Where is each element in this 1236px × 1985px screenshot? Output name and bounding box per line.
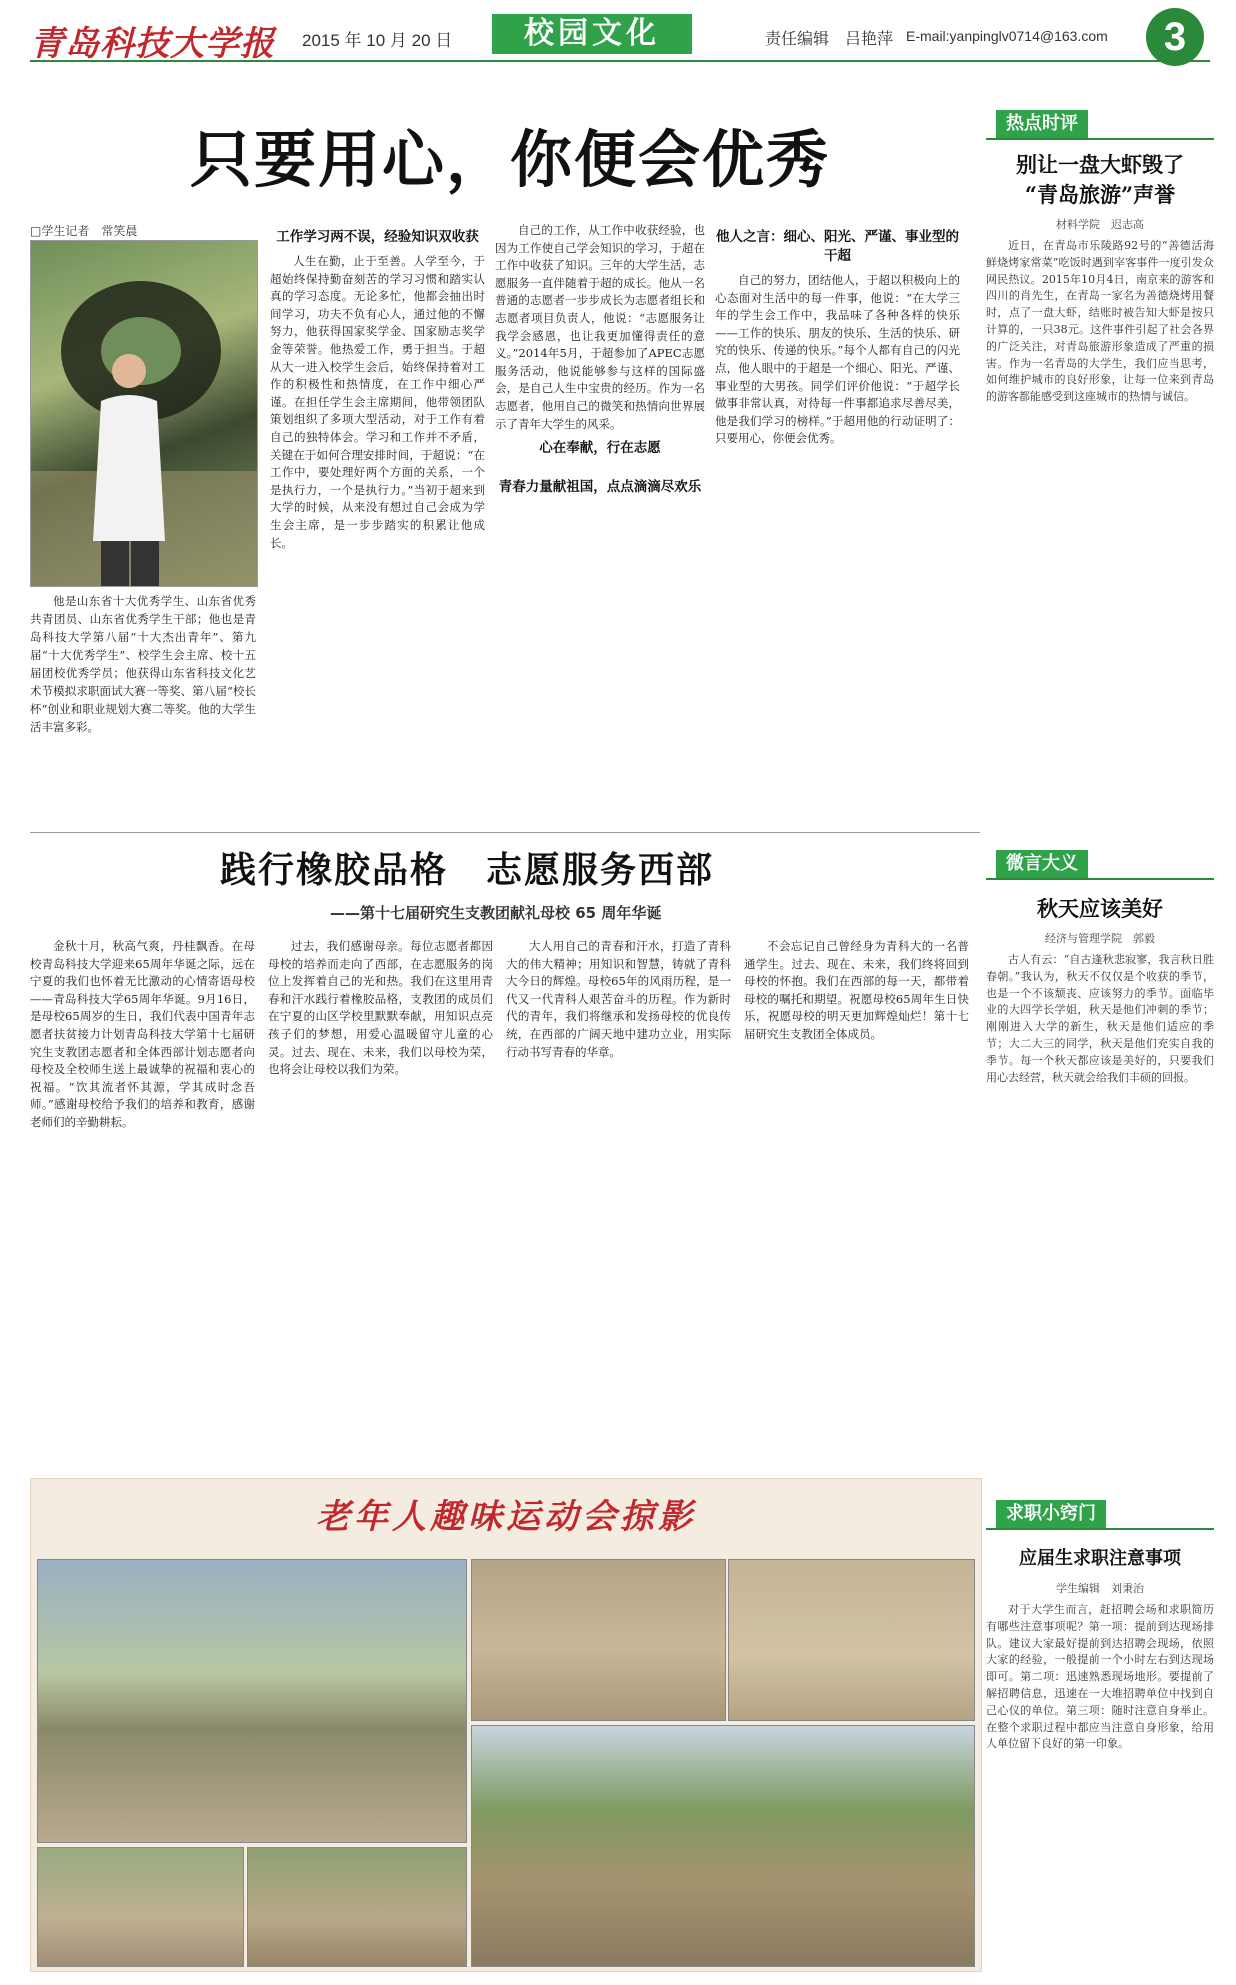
article2-column-1	[30, 938, 255, 1463]
sports-photo-1	[37, 1559, 467, 1843]
sidebar-byline-3: 学生编辑 刘秉治	[1056, 1582, 1144, 1595]
sidebar-title-3: 应届生求职注意事项	[1019, 1548, 1181, 1569]
section-title: 校园文化	[492, 14, 692, 54]
article1-column-1	[270, 222, 485, 824]
sidebar-tag-hot-comment	[986, 110, 1214, 140]
photo-feature-headline: 老年人趣味运动会掠影	[316, 1497, 696, 1537]
sidebar-byline-1: 材料学院 迟志高	[1056, 218, 1144, 231]
article1-column-2	[495, 222, 705, 824]
sidebar-text-1	[986, 238, 1214, 808]
sidebar-text-1-body: 近日，在青岛市乐陵路92号的“善德活海鲜烧烤家常菜”吃饭时遇到宰客事件一度引发众网民热议。2015年10月4日，南京来的游客和四川的肖先生，在青岛一家名为善德烧烤用餐时，点了一盘大虾，结账时被告知大虾是按只计算的，一只38元。这件事件引起了社会各界的广泛关注，对青岛旅游形象造成了严重的损害。作为一名青岛的大学生，我们应当思考，如何维护城市的良好形象，让每一位来到青岛的游客都能感受到这座城市的热情与诚信。	[986, 239, 1214, 404]
sidebar-title-2: 秋天应该美好	[1037, 896, 1163, 921]
article1-col3-text: 自己的努力，团结他人，于超以积极向上的心态面对生活中的每一件事，他说：“在大学三年的学生会工作中，我品味了各种各样的快乐——工作的快乐、朋友的快乐、生活的快乐、研究的快乐、传递的快乐。”每个人都有自己的闪光点，他人眼中的于超是一个细心、阳光、严谨、事业型的大男孩。同学们评价他说：“于超学长做事非常认真，对待每一件事都追求尽善尽美，他是我们学习的榜样。”于超用他的行动证明了：只要用心，你便会优秀。	[715, 273, 960, 446]
hot-comment-tag: 热点时评	[996, 110, 1088, 138]
article1-column-3	[715, 222, 960, 824]
article2-col2-text: 过去，我们感谢母亲。每位志愿者都因母校的培养而走向了西部，在志愿服务的岗位上发挥着自己的光和热。我们在这里用青春和汗水践行着橡胶品格，支教团的成员们在宁夏的山区学校里默默奉献，用知识点亮孩子们的梦想，用爱心温暖留守儿童的心灵。过去、现在、未来，我们以母校为荣，也将会让母校以我们为荣。	[268, 939, 493, 1077]
sports-photo-4	[37, 1847, 244, 1967]
job-tips-tag: 求职小窍门	[996, 1500, 1106, 1528]
sports-photo-3	[728, 1559, 975, 1721]
article2-col4-text: 不会忘记自己曾经身为青科大的一名普通学生。过去、现在、未来，我们终将回到母校的怀抱。我们在西部的每一天，都带着母校的嘱托和期望。祝愿母校65周年生日快乐，祝愿母校的明天更加辉煌灿烂！第十七届研究生支教团全体成员。	[744, 939, 969, 1041]
article1-subhead-3: 青春力量献祖国，点点滴滴尽欢乐	[498, 479, 702, 496]
sidebar-weiyan	[986, 850, 1214, 1280]
article1-byline: □学生记者 常笑晨	[30, 224, 138, 238]
section-divider	[30, 832, 980, 833]
article1-headline: 只要用心，你便会优秀	[190, 123, 831, 196]
sidebar-tag-weiyan	[986, 850, 1214, 880]
article1-col2-text: 自己的工作，从工作中收获经验，也因为工作使自己学会知识的学习，于超在工作中收获了知识。三年的大学生活，志愿服务一直伴随着于超的成长。他从一名普通的志愿者一步步成长为志愿者组长和志愿者项目负责人，他说：“志愿服务让我学会感恩，也让我更加懂得责任的意义。”2014年5月，于超参加了APEC志愿服务活动，他说能够参与这样的国际盛会，是自己人生中宝贵的经历。作为一名志愿者，他用自己的微笑和热情向世界展示了青年大学生的风采。	[495, 223, 705, 431]
weiyan-tag: 微言大义	[996, 850, 1088, 878]
sports-photo-2	[471, 1559, 726, 1721]
article2-subtitle: ——第十七届研究生支教团献礼母校 65 周年华诞	[330, 904, 662, 922]
photo-feature-block	[30, 1478, 982, 1972]
sidebar-title-1a: 别让一盘大虾毁了	[1016, 152, 1184, 177]
article1-subhead-1: 工作学习两不误，经验知识双收获	[276, 229, 479, 245]
sports-photo-6	[471, 1725, 975, 1967]
article2-column-4	[744, 938, 969, 1463]
page-number: 3	[1146, 8, 1204, 66]
article2-headline: 践行橡胶品格 志愿服务西部	[220, 849, 715, 891]
sports-photo-5	[247, 1847, 467, 1967]
student-portrait-photo	[30, 240, 258, 587]
article1-col1-text: 人生在勤，止于至善。人学至今，于超始终保持勤奋刻苦的学习习惯和踏实认真的学习态度。无论多忙，他都会抽出时间学习，功夫不负有心人，通过他的不懈努力，他获得国家奖学金、国家励志奖学金等荣誉。他热爱工作，勇于担当。于超从大一进入校学生会后，始终保持着对工作的积极性和热情度，在工作中细心严谨。在担任学生会主席期间，他带领团队策划组织了多项大型活动，对于工作有着自己的独特体会。学习和工作并不矛盾，关键在于如何合理安排时间，于超说：“在工作中，要处理好两个方面的关系，一个是执行力，一个是执行力。”当初于超来到大学的时候，从来没有想过自己会成为学生会主席，是一步步踏实的积累让他成长。	[270, 254, 485, 550]
sidebar-byline-2: 经济与管理学院 郭毅	[1045, 932, 1155, 945]
sidebar-tag-job	[986, 1500, 1214, 1530]
sidebar-text-3	[986, 1602, 1214, 1962]
article2-column-2	[268, 938, 493, 1463]
article2-col3-text: 大人用自己的青春和汗水，打造了青科大的伟大精神；用知识和智慧，铸就了青科大今日的辉煌。母校65年的风雨历程，是一代又一代青科人艰苦奋斗的历程。作为新时代的青年，我们将继承和发扬母校的优良传统，在西部的广阔天地中建功立业，用实际行动书写青春的华章。	[506, 939, 731, 1059]
masthead	[30, 14, 1210, 62]
article1-subhead-4: 他人之言：细心、阳光、严谨、事业型的干超	[716, 229, 959, 264]
sidebar-title-1b: “青岛旅游”声誉	[1024, 182, 1176, 207]
article1-subhead-2: 心在奉献，行在志愿	[539, 440, 661, 457]
editor-credit: 责任编辑 吕艳萍	[765, 31, 894, 48]
article2-column-3	[506, 938, 731, 1463]
sidebar-job-tips	[986, 1500, 1214, 1970]
portrait-caption: 他是山东省十大优秀学生、山东省优秀共青团员、山东省优秀学生干部；他也是青岛科技大学第八届“十大杰出青年”、第九届“十大优秀学生”、校学生会主席、校十五届团校优秀学员；他获得山东省科技文化艺术节模拟求职面试大赛一等奖、第八届“校长杯”创业和职业规划大赛二等奖。他的大学生活丰富多彩。	[30, 594, 256, 734]
paper-logo: 青岛科技大学报	[30, 24, 275, 64]
sidebar-commentary	[986, 110, 1214, 840]
sidebar-text-3-body: 对于大学生而言，赶招聘会场和求职简历有哪些注意事项呢？第一项：提前到达现场排队。建议大家最好提前到达招聘会现场，依照大家的经验，一般提前一个小时左右到达现场即可。第二项：迅速熟悉现场地形。要提前了解招聘信息，迅速在一大堆招聘单位中找到自己心仪的单位。第三项：随时注意自身举止。在整个求职过程中都应当注意自身形象，给用人单位留下良好的第一印象。	[986, 1603, 1214, 1751]
sidebar-text-2	[986, 952, 1214, 1272]
sidebar-text-2-body: 古人有云：“自古逢秋悲寂寥，我言秋日胜春朝。”我认为，秋天不仅仅是个收获的季节，也是一个不该颓丧、应该努力的季节。面临毕业的大四学长学姐，秋天是他们冲刺的季节；刚刚进入大学的新生，秋天是他们适应的季节；大二大三的同学，秋天是他们充实自我的季节。每一个秋天都应该是美好的，只要我们用心去经营，秋天就会给我们丰硕的回报。	[986, 953, 1214, 1084]
portrait-illustration	[31, 241, 257, 586]
editor-email: E-mail:yanpinglv0714@163.com	[906, 28, 1108, 44]
issue-date: 2015 年 10 月 20 日	[302, 31, 453, 50]
article2-col1-text: 金秋十月，秋高气爽，丹桂飘香。在母校青岛科技大学迎来65周年华诞之际，远在宁夏的我们也怀着无比激动的心情寄语母校——青岛科技大学65周年华诞。9月16日，是母校65周岁的生日，我们代表中国青年志愿者扶贫接力计划青岛科技大学第十七届研究生支教团志愿者和全体西部计划志愿者向母校及全校师生送上最诚挚的祝福和衷心的祝福。“饮其流者怀其源，学其成时念吾师。”感谢母校给予我们的培养和教育，感谢老师们的辛勤耕耘。	[30, 939, 255, 1129]
